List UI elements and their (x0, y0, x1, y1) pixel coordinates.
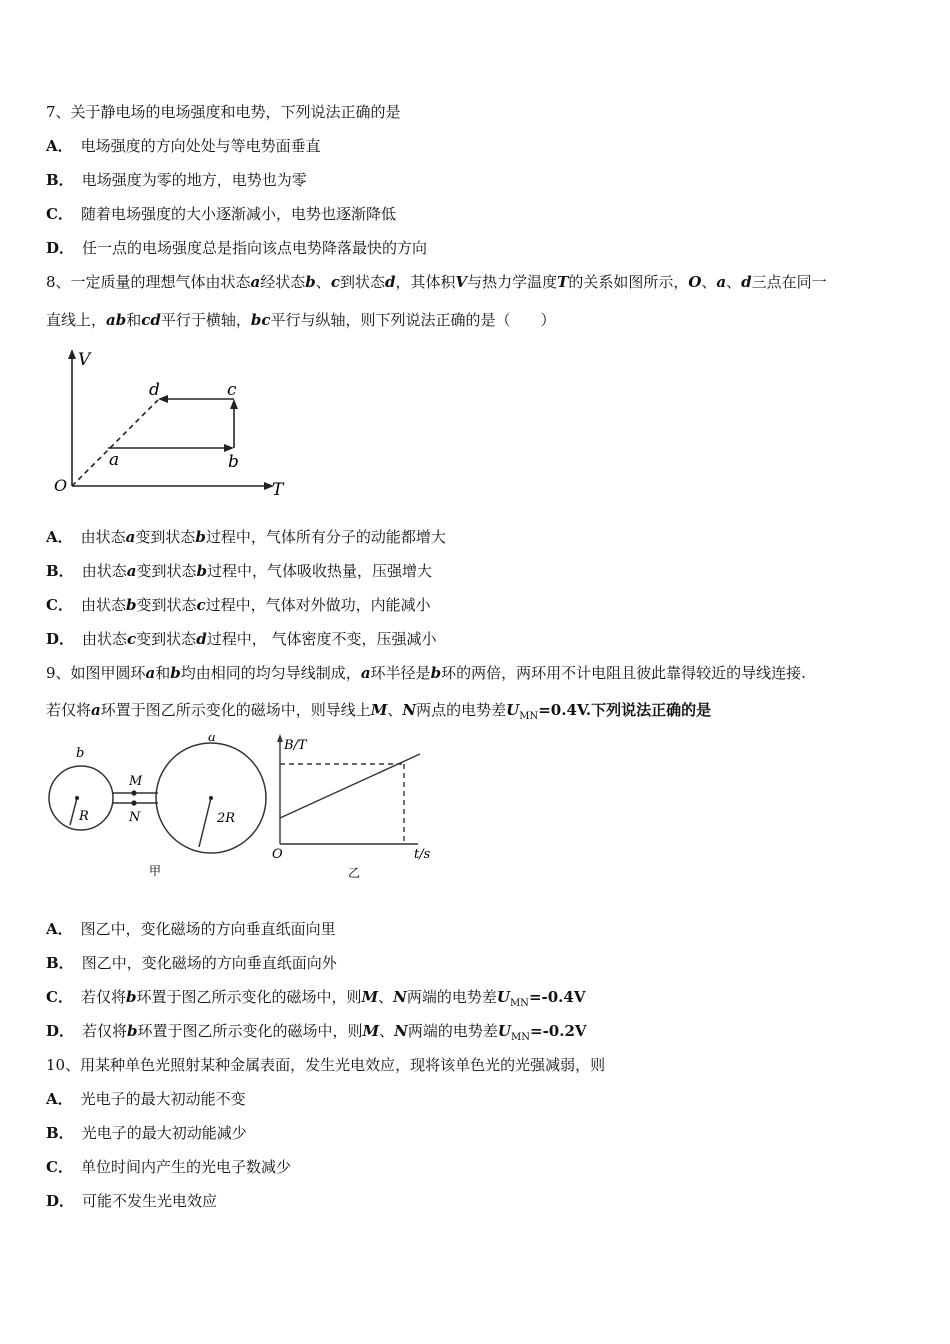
q8-option-c[interactable] (46, 595, 431, 615)
var-bc: bc (250, 311, 271, 329)
q9-figure-jia (44, 735, 274, 885)
subscript: MN (519, 711, 539, 722)
var: a (126, 562, 137, 580)
option-text: 电场强度为零的地方，电势也为零 (81, 171, 307, 189)
option-label: A． (46, 137, 73, 155)
text: 由状态 (80, 596, 126, 614)
var-V: V (455, 273, 468, 291)
option-label: D． (46, 1192, 75, 1210)
text: 变到状态 (136, 596, 197, 614)
option-label: D． (46, 239, 75, 257)
option-text: 图乙中，变化磁场的方向垂直纸面向外 (81, 954, 337, 972)
label-t: t/s (414, 847, 431, 862)
label-c: c (227, 380, 237, 400)
q7-option-c[interactable] (46, 204, 396, 224)
label-R: R (79, 809, 89, 824)
q10-option-b[interactable] (46, 1123, 247, 1143)
arrow-a-b (224, 444, 234, 452)
option-text: 任一点的电场强度总是指向该点电势降落最快的方向 (82, 239, 428, 257)
var: M (362, 1022, 380, 1040)
text: 环的两倍，两环用不计电阻且彼此靠得较近的导线连接. (441, 664, 806, 682)
text: 经状态 (260, 273, 306, 291)
text: 若仅将 (82, 1022, 128, 1040)
text: 平行于横轴， (160, 311, 251, 329)
radius-big (199, 798, 211, 847)
var-a: a (91, 701, 101, 719)
q7-option-d[interactable] (46, 238, 427, 258)
center-b (75, 796, 79, 800)
option-label: B． (46, 1124, 74, 1142)
var-a: a (716, 273, 727, 291)
label-2R: 2R (217, 811, 236, 826)
option-text: 光电子的最大初动能不变 (80, 1090, 246, 1108)
text: 均由相同的均匀导线制成， (180, 664, 361, 682)
text: 两端的电势差 (406, 988, 497, 1006)
var-a: a (250, 273, 261, 291)
option-text: 可能不发生光电效应 (82, 1192, 218, 1210)
var: b (125, 988, 137, 1006)
option-text: 单位时间内产生的光电子数减少 (80, 1158, 291, 1176)
q10-option-d[interactable] (46, 1191, 217, 1211)
line-o-d (72, 400, 158, 486)
text: 平行与纵轴，则下列说法正确的是（ ） (270, 311, 556, 329)
q10-stem: 10、用某种单色光照射某种金属表面，发生光电效应，现将该单色光的光强减弱，则 (46, 1056, 606, 1074)
var: M (361, 988, 379, 1006)
option-label: C． (46, 1158, 73, 1176)
text: 环置于图乙所示变化的磁场中，则导线上 (100, 701, 371, 719)
text: 9、如图甲圆环 (46, 664, 146, 682)
text: 8、一定质量的理想气体由状态 (46, 273, 251, 291)
q8-option-d[interactable] (46, 629, 436, 649)
option-label: A． (46, 1090, 73, 1108)
b-axis-arrow (277, 734, 283, 742)
subscript: MN (511, 1032, 530, 1043)
text: 过程中，气体所有分子的动能都增大 (205, 528, 446, 546)
text: 的关系如图所示， (568, 273, 689, 291)
text: 与热力学温度 (467, 273, 558, 291)
text: 由状态 (80, 528, 126, 546)
radius-small (70, 798, 77, 825)
var-cd: cd (141, 311, 161, 329)
caption-yi: 乙 (348, 866, 361, 880)
text: 和 (155, 664, 171, 682)
text: 、 (701, 273, 717, 291)
option-text: 图乙中，变化磁场的方向垂直纸面向里 (80, 920, 336, 938)
q9-option-c[interactable] (46, 987, 585, 1014)
option-label: D． (46, 630, 75, 648)
option-label: D． (46, 1022, 75, 1040)
text: 若仅将 (46, 701, 92, 719)
text: 、 (387, 701, 403, 719)
text: 、 (379, 1022, 395, 1040)
var-b: b (305, 273, 316, 291)
var-T: T (557, 273, 569, 291)
text: 变到状态 (135, 528, 196, 546)
var-U: U (496, 988, 510, 1006)
text: 两端的电势差 (407, 1022, 498, 1040)
var-M: M (370, 701, 388, 719)
text: 、 (315, 273, 331, 291)
text: 、 (378, 988, 394, 1006)
var-U: U (506, 701, 520, 719)
label-O: O (54, 476, 68, 495)
text: =0.4V.下列说法正确的是 (538, 701, 712, 719)
v-axis-arrow (68, 349, 76, 359)
value: =-0.4V (528, 988, 586, 1006)
point-M (131, 790, 136, 795)
var-b: b (430, 664, 442, 682)
var-b: b (170, 664, 181, 682)
var-ab: ab (106, 311, 127, 329)
text: 若仅将 (80, 988, 126, 1006)
q7-option-b[interactable] (46, 170, 307, 190)
q9-stem (46, 663, 806, 683)
var: c (127, 630, 137, 648)
option-text: 随着电场强度的大小逐渐减小，电势也逐渐降低 (80, 205, 396, 223)
option-label: A． (46, 920, 73, 938)
text: 变到状态 (136, 630, 197, 648)
option-text: 电场强度的方向处处与等电势面垂直 (80, 137, 321, 155)
var-c: c (330, 273, 340, 291)
text: 环置于图乙所示变化的磁场中，则 (136, 988, 362, 1006)
var: N (394, 1022, 408, 1040)
q8-option-b[interactable] (46, 561, 432, 581)
label-T: T (272, 480, 284, 500)
q8-option-a[interactable] (46, 527, 446, 547)
text: ，其体积 (395, 273, 456, 291)
subscript: MN (509, 998, 529, 1009)
option-text: 光电子的最大初动能减少 (81, 1124, 247, 1142)
var: b (125, 596, 137, 614)
text: 过程中， 气体密度不变，压强减小 (206, 630, 437, 648)
arrow-b-c (230, 399, 238, 409)
label-V: V (78, 350, 91, 370)
var: N (393, 988, 407, 1006)
text: 过程中，气体对外做功，内能减小 (205, 596, 431, 614)
q8-stem (46, 272, 827, 292)
var-N: N (402, 701, 417, 719)
label-d: d (149, 380, 160, 400)
var-a: a (145, 664, 156, 682)
text: 两点的电势差 (416, 701, 507, 719)
center-a (209, 796, 213, 800)
label-a: a (208, 735, 216, 745)
q9-stem-line2 (46, 700, 711, 727)
label-M: M (129, 774, 143, 789)
text: 三点在同一 (751, 273, 827, 291)
text: 变到状态 (136, 562, 197, 580)
text: 环置于图乙所示变化的磁场中，则 (137, 1022, 363, 1040)
option-label: C． (46, 988, 73, 1006)
text: 由状态 (81, 562, 127, 580)
option-label: A． (46, 528, 73, 546)
option-label: C． (46, 596, 73, 614)
text: 由状态 (82, 630, 128, 648)
text: 到状态 (339, 273, 385, 291)
q7-stem: 7、关于静电场的电场强度和电势，下列说法正确的是 (46, 103, 401, 121)
var: b (127, 1022, 138, 1040)
q9-option-a[interactable] (46, 919, 336, 939)
var-O: O (688, 273, 702, 291)
q8-vt-figure (46, 345, 296, 500)
var: d (196, 630, 207, 648)
text: 过程中，气体吸收热量，压强增大 (206, 562, 432, 580)
var-U: U (497, 1022, 511, 1040)
q9-figure-yi (270, 732, 440, 882)
var-d: d (741, 273, 752, 291)
var-d: d (384, 273, 396, 291)
option-label: B． (46, 562, 74, 580)
q8-stem-line2 (46, 310, 556, 330)
option-label: B． (46, 954, 74, 972)
point-N (131, 800, 136, 805)
text: 、 (726, 273, 742, 291)
label-b: b (228, 452, 239, 472)
q10-option-c[interactable] (46, 1157, 291, 1177)
label-a: a (109, 450, 120, 470)
q9-option-b[interactable] (46, 953, 337, 973)
label-b: b (76, 746, 85, 761)
option-label: C． (46, 205, 73, 223)
text: 和 (126, 311, 142, 329)
text: 环半径是 (370, 664, 431, 682)
q7-option-a[interactable] (46, 136, 321, 156)
text: 直线上， (46, 311, 107, 329)
option-label: B． (46, 171, 74, 189)
var: a (125, 528, 136, 546)
label-B: B/T (284, 738, 307, 753)
label-N: N (129, 810, 141, 825)
label-O: O (272, 847, 283, 862)
q9-option-d[interactable] (46, 1021, 587, 1048)
var-a: a (360, 664, 371, 682)
var: c (196, 596, 206, 614)
q10-option-a[interactable] (46, 1089, 246, 1109)
var: b (196, 562, 207, 580)
var: b (195, 528, 206, 546)
caption-jia: 甲 (149, 864, 162, 878)
value: =-0.2V (530, 1022, 587, 1040)
